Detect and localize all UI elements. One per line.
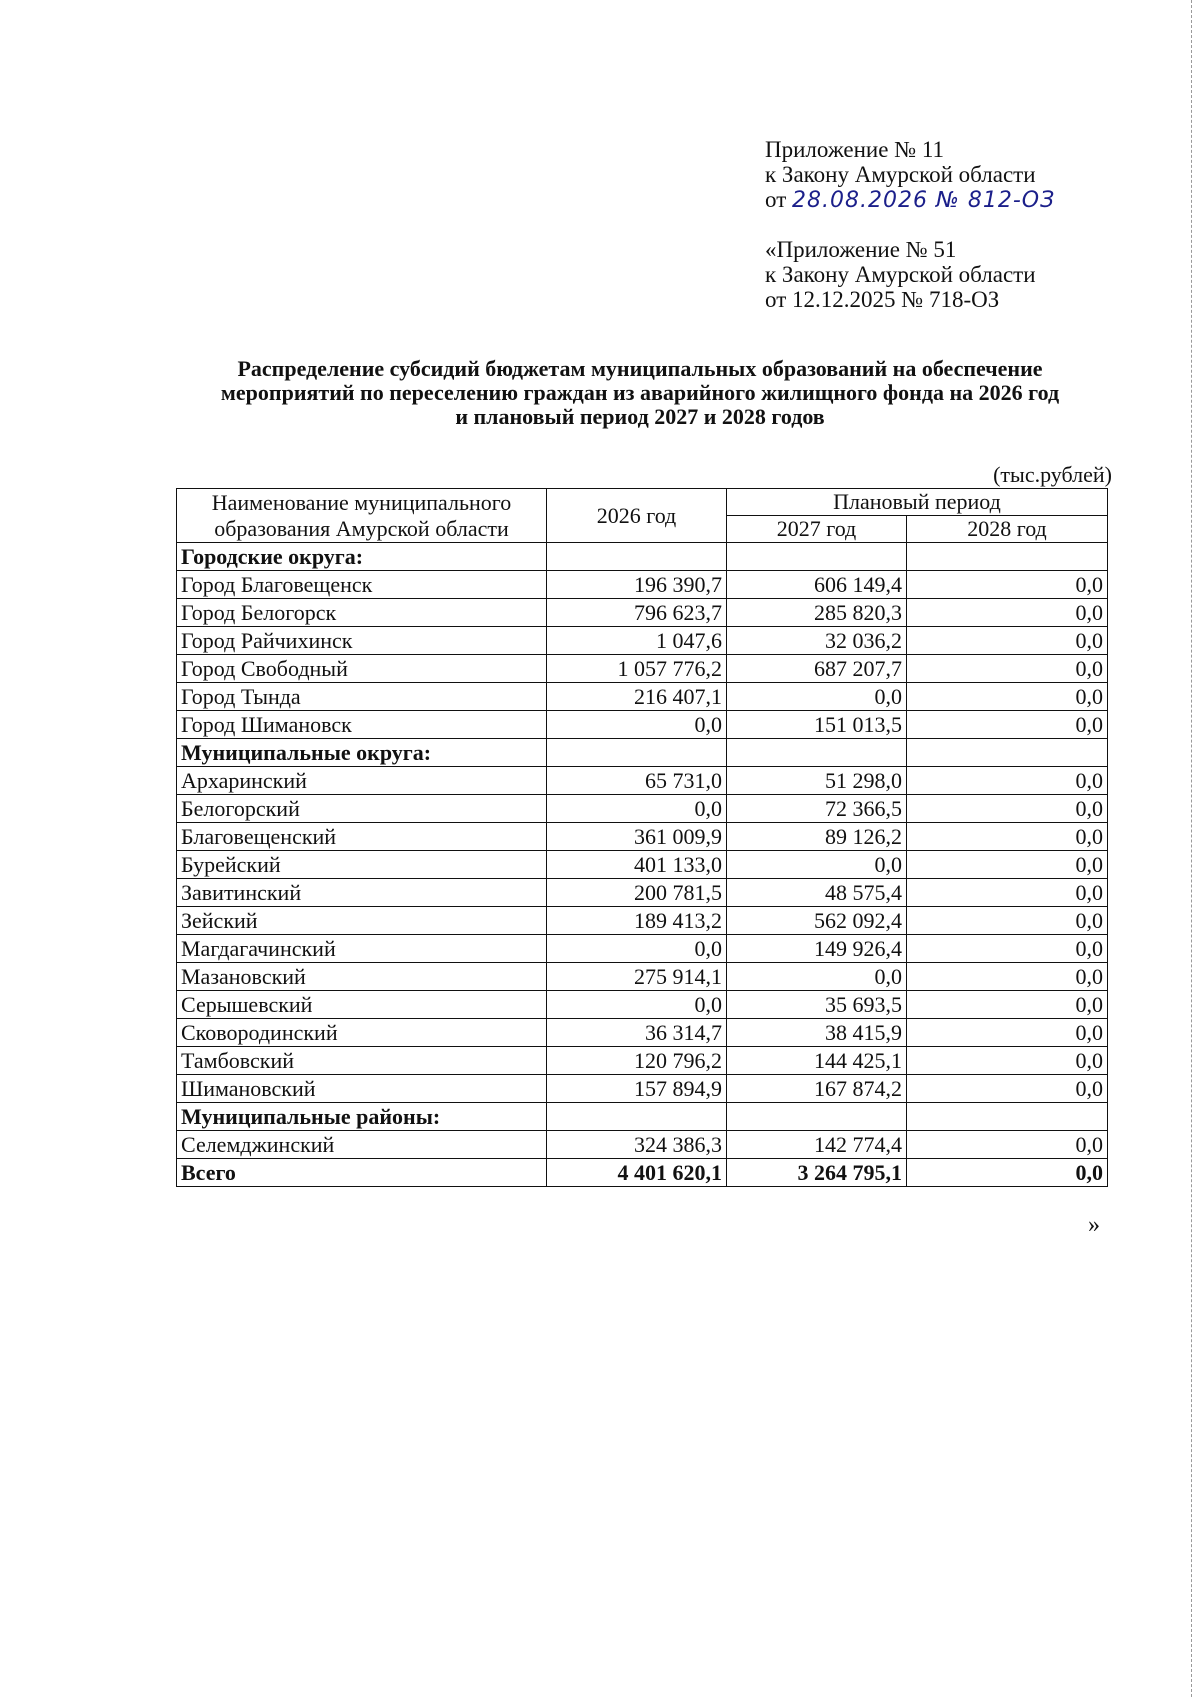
municipality-name: Город Свободный	[177, 655, 547, 683]
header-planned-period: Плановый период	[727, 489, 1108, 516]
appendix-previous-line1: «Приложение № 51	[765, 237, 957, 262]
value-2026: 216 407,1	[547, 683, 727, 711]
subsidy-table	[176, 488, 1108, 1187]
municipality-name: Город Благовещенск	[177, 571, 547, 599]
empty-cell	[727, 1103, 907, 1131]
section-row	[177, 1103, 1108, 1131]
municipality-name: Город Райчихинск	[177, 627, 547, 655]
empty-cell	[907, 543, 1108, 571]
municipality-name: Мазановский	[177, 963, 547, 991]
table-row	[177, 711, 1108, 739]
municipality-name: Город Белогорск	[177, 599, 547, 627]
value-2026: 0,0	[547, 711, 727, 739]
value-2028: 0,0	[907, 1047, 1108, 1075]
table-header-row	[177, 489, 1108, 516]
value-2028: 0,0	[907, 767, 1108, 795]
value-2027: 142 774,4	[727, 1131, 907, 1159]
value-2027: 167 874,2	[727, 1075, 907, 1103]
table-row	[177, 851, 1108, 879]
value-2027: 606 149,4	[727, 571, 907, 599]
municipality-name: Шимановский	[177, 1075, 547, 1103]
section-row	[177, 543, 1108, 571]
empty-cell	[907, 1103, 1108, 1131]
value-2026: 0,0	[547, 991, 727, 1019]
document-title-line3: и плановый период 2027 и 2028 годов	[455, 404, 825, 429]
scan-edge-line	[1191, 0, 1192, 1697]
total-2027: 3 264 795,1	[727, 1159, 907, 1187]
value-2027: 48 575,4	[727, 879, 907, 907]
table-row	[177, 907, 1108, 935]
empty-cell	[547, 739, 727, 767]
section-title: Городские округа:	[177, 543, 547, 571]
municipality-name: Белогорский	[177, 795, 547, 823]
value-2027: 32 036,2	[727, 627, 907, 655]
handwritten-date-number: 28.08.2026 № 812-ОЗ	[792, 188, 1056, 213]
municipality-name: Город Тында	[177, 683, 547, 711]
value-2028: 0,0	[907, 1131, 1108, 1159]
municipality-name: Селемджинский	[177, 1131, 547, 1159]
table-row	[177, 963, 1108, 991]
table-row	[177, 627, 1108, 655]
municipality-name: Завитинский	[177, 879, 547, 907]
municipality-name: Магдагачинский	[177, 935, 547, 963]
value-2026: 1 057 776,2	[547, 655, 727, 683]
section-row	[177, 739, 1108, 767]
value-2026: 0,0	[547, 935, 727, 963]
value-2026: 361 009,9	[547, 823, 727, 851]
table-row	[177, 1075, 1108, 1103]
value-2026: 189 413,2	[547, 907, 727, 935]
table-row	[177, 1019, 1108, 1047]
value-2026: 157 894,9	[547, 1075, 727, 1103]
value-2026: 200 781,5	[547, 879, 727, 907]
value-2026: 401 133,0	[547, 851, 727, 879]
table-body	[177, 543, 1108, 1187]
value-2026: 1 047,6	[547, 627, 727, 655]
total-2026: 4 401 620,1	[547, 1159, 727, 1187]
municipality-name: Благовещенский	[177, 823, 547, 851]
municipality-name: Бурейский	[177, 851, 547, 879]
value-2028: 0,0	[907, 935, 1108, 963]
table-row	[177, 767, 1108, 795]
municipality-name: Архаринский	[177, 767, 547, 795]
municipality-name: Тамбовский	[177, 1047, 547, 1075]
value-2028: 0,0	[907, 655, 1108, 683]
value-2027: 0,0	[727, 851, 907, 879]
table-row	[177, 935, 1108, 963]
value-2026: 324 386,3	[547, 1131, 727, 1159]
value-2028: 0,0	[907, 1019, 1108, 1047]
value-2028: 0,0	[907, 907, 1108, 935]
value-2027: 149 926,4	[727, 935, 907, 963]
value-2026: 0,0	[547, 795, 727, 823]
value-2027: 0,0	[727, 683, 907, 711]
value-2027: 89 126,2	[727, 823, 907, 851]
value-2027: 0,0	[727, 963, 907, 991]
value-2026: 275 914,1	[547, 963, 727, 991]
document-title	[150, 357, 1130, 429]
table-row	[177, 795, 1108, 823]
table-row	[177, 879, 1108, 907]
appendix-previous-line2: к Закону Амурской области	[765, 262, 1036, 287]
header-2028: 2028 год	[907, 516, 1108, 543]
value-2026: 120 796,2	[547, 1047, 727, 1075]
closing-quote: »	[1088, 1212, 1100, 1238]
value-2027: 562 092,4	[727, 907, 907, 935]
appendix-current-line2: к Закону Амурской области	[765, 162, 1036, 187]
table-row	[177, 1047, 1108, 1075]
value-2027: 35 693,5	[727, 991, 907, 1019]
appendix-current-prefix: от	[765, 187, 787, 212]
table-row	[177, 823, 1108, 851]
value-2027: 151 013,5	[727, 711, 907, 739]
appendix-previous-line3: от 12.12.2025 № 718-ОЗ	[765, 287, 1000, 312]
table-row	[177, 683, 1108, 711]
value-2027: 285 820,3	[727, 599, 907, 627]
value-2028: 0,0	[907, 991, 1108, 1019]
units-label: (тыс.рублей)	[993, 462, 1112, 487]
table-row	[177, 599, 1108, 627]
empty-cell	[547, 543, 727, 571]
table-row	[177, 655, 1108, 683]
value-2026: 65 731,0	[547, 767, 727, 795]
municipality-name: Серышевский	[177, 991, 547, 1019]
appendix-current-line1: Приложение № 11	[765, 137, 945, 162]
table-row	[177, 1131, 1108, 1159]
municipality-name: Город Шимановск	[177, 711, 547, 739]
empty-cell	[727, 543, 907, 571]
total-label: Всего	[177, 1159, 547, 1187]
appendix-current-line3	[765, 187, 1055, 213]
header-municipality-line1: Наименование муниципального	[211, 489, 512, 515]
total-2028: 0,0	[907, 1159, 1108, 1187]
header-2026: 2026 год	[547, 489, 727, 543]
empty-cell	[547, 1103, 727, 1131]
value-2028: 0,0	[907, 795, 1108, 823]
value-2026: 796 623,7	[547, 599, 727, 627]
value-2028: 0,0	[907, 599, 1108, 627]
empty-cell	[727, 739, 907, 767]
value-2028: 0,0	[907, 823, 1108, 851]
table-row	[177, 991, 1108, 1019]
header-2027: 2027 год	[727, 516, 907, 543]
section-title: Муниципальные округа:	[177, 739, 547, 767]
value-2028: 0,0	[907, 879, 1108, 907]
total-row	[177, 1159, 1108, 1187]
appendix-previous-header	[765, 237, 1036, 312]
value-2027: 72 366,5	[727, 795, 907, 823]
table-row	[177, 571, 1108, 599]
document-title-line1: Распределение субсидий бюджетам муниципальных образований на обеспечение	[237, 356, 1043, 381]
value-2027: 687 207,7	[727, 655, 907, 683]
value-2028: 0,0	[907, 963, 1108, 991]
value-2026: 36 314,7	[547, 1019, 727, 1047]
empty-cell	[907, 739, 1108, 767]
value-2028: 0,0	[907, 627, 1108, 655]
appendix-current-header	[765, 137, 1055, 213]
value-2027: 51 298,0	[727, 767, 907, 795]
document-title-line2: мероприятий по переселению граждан из аварийного жилищного фонда на 2026 год	[220, 380, 1060, 405]
value-2026: 196 390,7	[547, 571, 727, 599]
municipality-name: Зейский	[177, 907, 547, 935]
value-2028: 0,0	[907, 571, 1108, 599]
value-2028: 0,0	[907, 851, 1108, 879]
header-municipality	[177, 489, 547, 543]
value-2028: 0,0	[907, 683, 1108, 711]
value-2028: 0,0	[907, 1075, 1108, 1103]
municipality-name: Сковородинский	[177, 1019, 547, 1047]
header-municipality-line2: образования Амурской области	[214, 515, 509, 541]
value-2027: 38 415,9	[727, 1019, 907, 1047]
value-2028: 0,0	[907, 711, 1108, 739]
value-2027: 144 425,1	[727, 1047, 907, 1075]
section-title: Муниципальные районы:	[177, 1103, 547, 1131]
